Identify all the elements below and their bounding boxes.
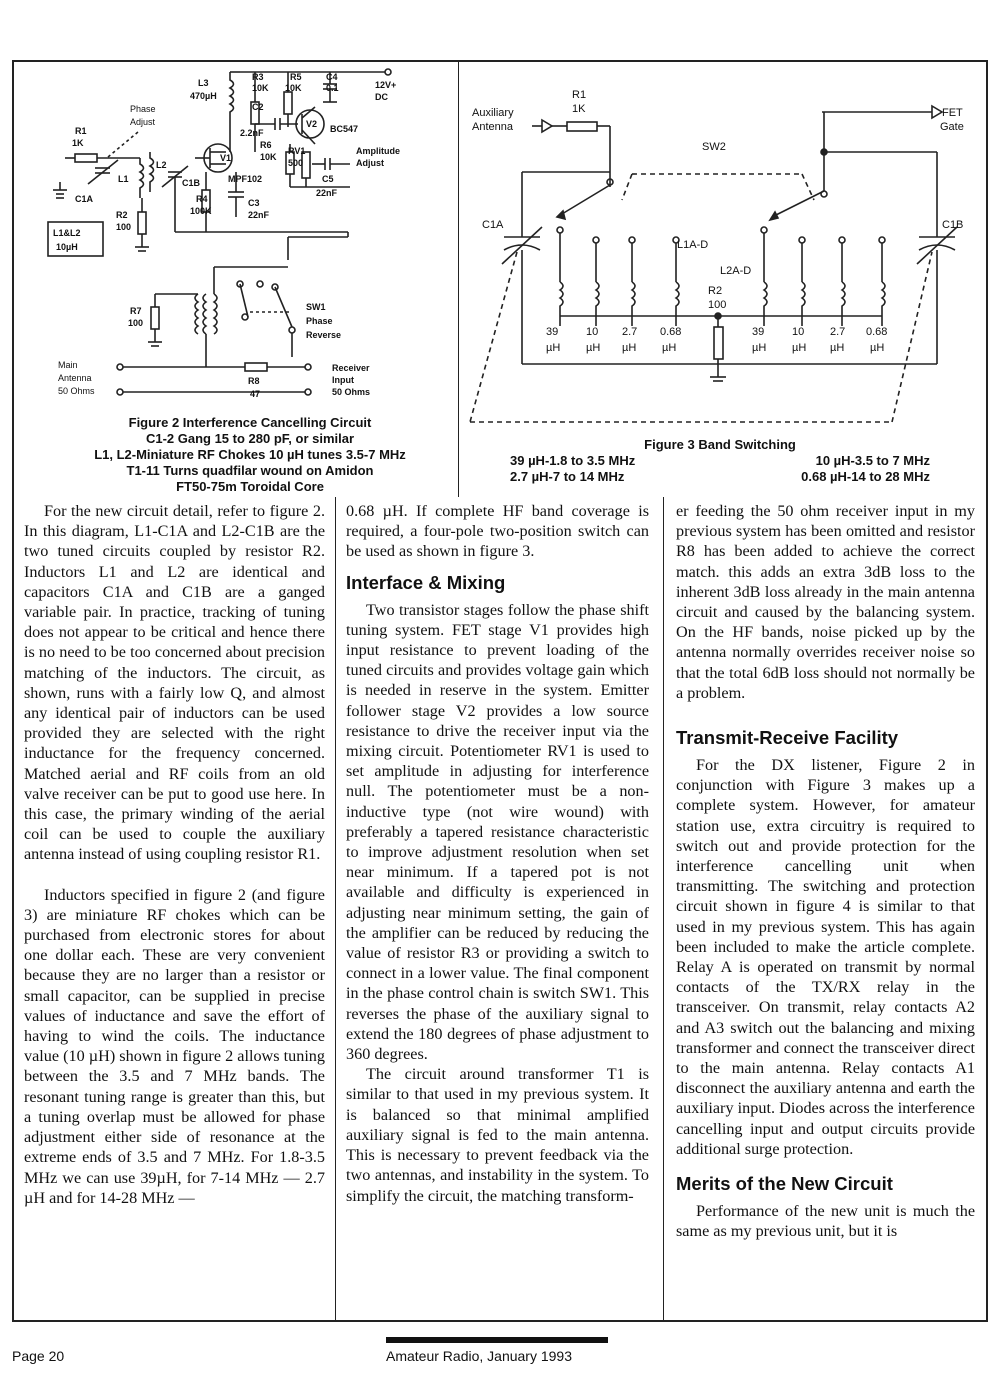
- page-number: Page 20: [12, 1348, 65, 1364]
- inductor-value: 2.7: [830, 326, 846, 338]
- figure-2-caption-line: FT50-75m Toroidal Core: [176, 479, 324, 494]
- sw1-label-3: Reverse: [306, 330, 342, 340]
- fet-gate-label-2: Gate: [940, 121, 964, 133]
- r6-value: 10K: [260, 152, 277, 162]
- footer-bar: [386, 1337, 608, 1343]
- fet-gate-label: FET: [942, 107, 963, 119]
- c2-value: 2.2nF: [240, 128, 264, 138]
- c1b-label: C1B: [182, 178, 201, 188]
- inductor-unit: µH: [546, 342, 561, 354]
- paragraph: The circuit around transformer T1 is similar to that used in my previous system. It is balanced so that minimal amplified auxiliary signal is fed to the main antenna. This is necessary to prevent feedback via the two antennas, and instability in the system. To simplify the circuit, the matching transform-: [346, 1065, 649, 1205]
- v1-label: V1: [220, 153, 232, 163]
- amplitude-label: Amplitude: [356, 146, 400, 156]
- column-2: [346, 501, 649, 1206]
- inductor-unit: µH: [752, 342, 767, 354]
- inductor-value: 10: [586, 326, 599, 338]
- v2-label: V2: [306, 119, 318, 129]
- fig3-c1b-label: C1B: [942, 219, 964, 231]
- figure-3-caption: [510, 437, 930, 485]
- paragraph: For the new circuit detail, refer to figure 2. In this diagram, L1-C1A and L2-C1B are the two tuned circuits coupled by resistor R2. Inductors L1 and L2 are identical and capacitors C1A and C1B are a ganged variable pair. In practice, tracking of tuning does not appear to be critical and hence there is no need to be too concerned about precision matching of the inductors. The circuit, as shown, runs with a fairly low Q, and almost any identical pair of inductors can be used provided they are selected with the right inductance for the frequency concerned. Matched aerial and RF coils from an old valve receiver can be put to good use here. In this case, the primary winding of the aerial coil can be used to couple the auxiliary antenna instead of using coupling resistor R1.: [24, 502, 325, 864]
- column-1: [24, 501, 325, 1208]
- r2-value: 100: [116, 222, 132, 232]
- figure-2-caption-line: T1-11 Turns quadfilar wound on Amidon: [126, 463, 374, 478]
- inductor-unit: µH: [830, 342, 845, 354]
- paragraph: Two transistor stages follow the phase shift tuning system. FET stage V1 provides high input resistance to prevent loading of the tuned circuits and provides voltage gain which is needed in reserve in the system. Emitter follower stage V2 provides a low source resistance to drive the receiver input via the mixing circuit. Potentiometer RV1 is used to set amplitude in adjusting for interference null. The potentiometer must be a non-inductive type (not wire wound) with preferably a tapered resistance characteristic to improve adjustment resolution when set near minimum. If a tapered pot is not available and difficulty is experienced in adjusting near minimum setting, the gain of the amplifier can be reduced by reducing the value of resistor R3 or providing a switch to connect in a lower value. The final component in the phase control chain is switch SW1. This reverses the phase of the auxiliary signal to extend the 180 degrees of phase adjustment to 360 degrees.: [346, 600, 649, 1064]
- paragraph: 0.68 µH. If complete HF band coverage is required, a four-pole two-position switch can be used as shown in figure 3.: [346, 502, 649, 561]
- phase-label: Phase: [130, 104, 156, 114]
- fig3-c1a-label: C1A: [482, 219, 504, 231]
- inductor-value: 10: [792, 326, 805, 338]
- r3-value: 10K: [252, 83, 269, 93]
- main-antenna-label-2: Antenna: [58, 373, 92, 383]
- mpf-label: MPF102: [228, 174, 263, 184]
- c5-value: 22nF: [316, 188, 338, 198]
- c2-label: C2: [252, 102, 264, 112]
- figure-3-caption-line: 39 µH-1.8 to 3.5 MHz: [510, 453, 636, 468]
- section-heading: Transmit-Receive Facility: [676, 727, 899, 749]
- receiver-label-3: 50 Ohms: [332, 387, 371, 397]
- rv1-label: RV1: [288, 146, 306, 156]
- inductor-unit: µH: [870, 342, 885, 354]
- c3-value: 22nF: [248, 210, 270, 220]
- r2-label: R2: [116, 210, 128, 220]
- sw1-label: SW1: [306, 302, 326, 312]
- aux-antenna-label-2: Antenna: [472, 121, 513, 133]
- section-heading: Merits of the New Circuit: [676, 1173, 893, 1195]
- publication-line: Amateur Radio, January 1993: [386, 1348, 572, 1364]
- inductor-value: 39: [752, 326, 765, 338]
- main-antenna-label-3: 50 Ohms: [58, 386, 95, 396]
- fig3-r1-value: 1K: [572, 103, 586, 115]
- receiver-label: Receiver: [332, 363, 370, 373]
- l2ad-label: L2A-D: [720, 265, 752, 277]
- c3-label: C3: [248, 198, 260, 208]
- fig3-r2-value: 100: [708, 299, 727, 311]
- paragraph: For the DX listener, Figure 2 in conjunction with Figure 3 makes up a complete system. However, for amateur station use, extra circuitry is required to switch out and provide protection for the interference cancelling unit when transmitting. The switching and protection circuit shown in figure 4 is similar to that used in my previous system. This has again been included to make the article complete. Relay A is operated on transmit by normal contacts of the TX/RX relay in the transceiver. On transmit, relay contacts A2 and A3 switch out the balancing and mixing transformer and connect the transceiver direct to the main antenna. Relay contacts A1 disconnect the auxiliary antenna and earth the auxiliary input. Diodes across the interference cancelling input and output circuits provide additional surge protection.: [676, 756, 975, 1158]
- amplitude-label-2: Adjust: [356, 158, 384, 168]
- l1-label: L1: [118, 174, 129, 184]
- c4-value: 0.1: [326, 83, 339, 93]
- l1l2-value: 10µH: [56, 242, 78, 252]
- sw2-label: SW2: [702, 141, 726, 153]
- r7-value: 100: [128, 318, 144, 328]
- figure-2-caption-line: L1, L2-Miniature RF Chokes 10 µH tunes 3.5-7 MHz: [94, 447, 406, 462]
- supply-label: 12V+: [375, 80, 397, 90]
- inductor-value: 0.68: [866, 326, 888, 338]
- receiver-label-2: Input: [332, 375, 354, 385]
- main-antenna-label: Main: [58, 360, 78, 370]
- column-3: [676, 501, 975, 1242]
- l1l2-label: L1&L2: [53, 228, 81, 238]
- inductor-value: 2.7: [622, 326, 638, 338]
- inductor-value: 0.68: [660, 326, 682, 338]
- r8-label: R8: [248, 376, 260, 386]
- c1a-label: C1A: [75, 194, 94, 204]
- r8-value: 47: [250, 389, 261, 399]
- phase-label-2: Adjust: [130, 117, 156, 127]
- inductor-unit: µH: [792, 342, 807, 354]
- figure-3-caption-line: 2.7 µH-7 to 14 MHz: [510, 469, 625, 484]
- figure-2-title: Figure 2 Interference Cancelling Circuit: [128, 415, 372, 430]
- figure-3-title: Figure 3 Band Switching: [644, 437, 796, 452]
- r1-value: 1K: [72, 138, 84, 148]
- inductor-unit: µH: [586, 342, 601, 354]
- r4-value: 100K: [190, 206, 212, 216]
- figure-2-caption: [40, 415, 460, 495]
- sw1-label-2: Phase: [306, 316, 333, 326]
- r4-label: R4: [196, 194, 208, 204]
- l2-label: L2: [156, 160, 167, 170]
- figure-3-caption-line: 10 µH-3.5 to 7 MHz: [815, 453, 930, 468]
- fig3-r2-label: R2: [708, 285, 723, 297]
- inductor-unit: µH: [662, 342, 677, 354]
- column-rule: [663, 497, 664, 1322]
- bc547-label: BC547: [330, 124, 359, 134]
- l3-label: L3: [198, 78, 209, 88]
- column-rule: [335, 497, 336, 1322]
- r3-label: R3: [252, 72, 264, 82]
- rv1-value: 500: [288, 158, 304, 168]
- l1ad-label: L1A-D: [677, 239, 709, 251]
- inductor-value: 39: [546, 326, 559, 338]
- figure-2-caption-line: C1-2 Gang 15 to 280 pF, or similar: [145, 431, 355, 446]
- section-heading: Interface & Mixing: [346, 571, 506, 593]
- inductor-unit: µH: [622, 342, 637, 354]
- r5-value: 10K: [285, 83, 302, 93]
- r6-label: R6: [260, 140, 272, 150]
- c4-label: C4: [326, 72, 338, 82]
- l3-value: 470µH: [190, 91, 217, 101]
- figure-3-schematic: [462, 72, 982, 432]
- paragraph: Performance of the new unit is much the same as my previous unit, but it is: [676, 1202, 975, 1241]
- supply-label-2: DC: [375, 92, 388, 102]
- r1-label: R1: [75, 126, 87, 136]
- r5-label: R5: [290, 72, 302, 82]
- c5-label: C5: [322, 174, 334, 184]
- paragraph: er feeding the 50 ohm receiver input in my previous system has been omitted and resistor R8 has been added to achieve the correct match. this adds an extra 3dB loss to the inherent 3dB loss already in the main antenna circuit and caused by the balancing system. On the HF bands, noise picked up by the antenna normally overrides receiver noise so that the total 6dB loss should not normally be a problem.: [676, 502, 975, 702]
- fig3-r1-label: R1: [572, 89, 587, 101]
- figure-3-caption-line: 0.68 µH-14 to 28 MHz: [801, 469, 930, 484]
- aux-antenna-label: Auxiliary: [472, 107, 514, 119]
- paragraph: Inductors specified in figure 2 (and figure 3) are miniature RF chokes which can be purchased from electronic stores for about one dollar each. These are very convenient because they are no larger than a resistor or small capacitor, can be supplied in precise values of inductance and save the effort of having to wind the coils. The inductance value (10 µH) shown in figure 2 allows tuning between the 3.5 and 7 MHz bands. The resonant tuning range is greater than this, but a tuning overlap must be allowed for phase adjustment either side of resonance at the extreme ends of 3.5 and 7 MHz. For 1.8-3.5 MHz we can use 39µH, for 7-14 MHz — 2.7 µH and for 14-28 MHz —: [24, 885, 325, 1207]
- r7-label: R7: [130, 306, 142, 316]
- figure-2-schematic: [30, 62, 455, 414]
